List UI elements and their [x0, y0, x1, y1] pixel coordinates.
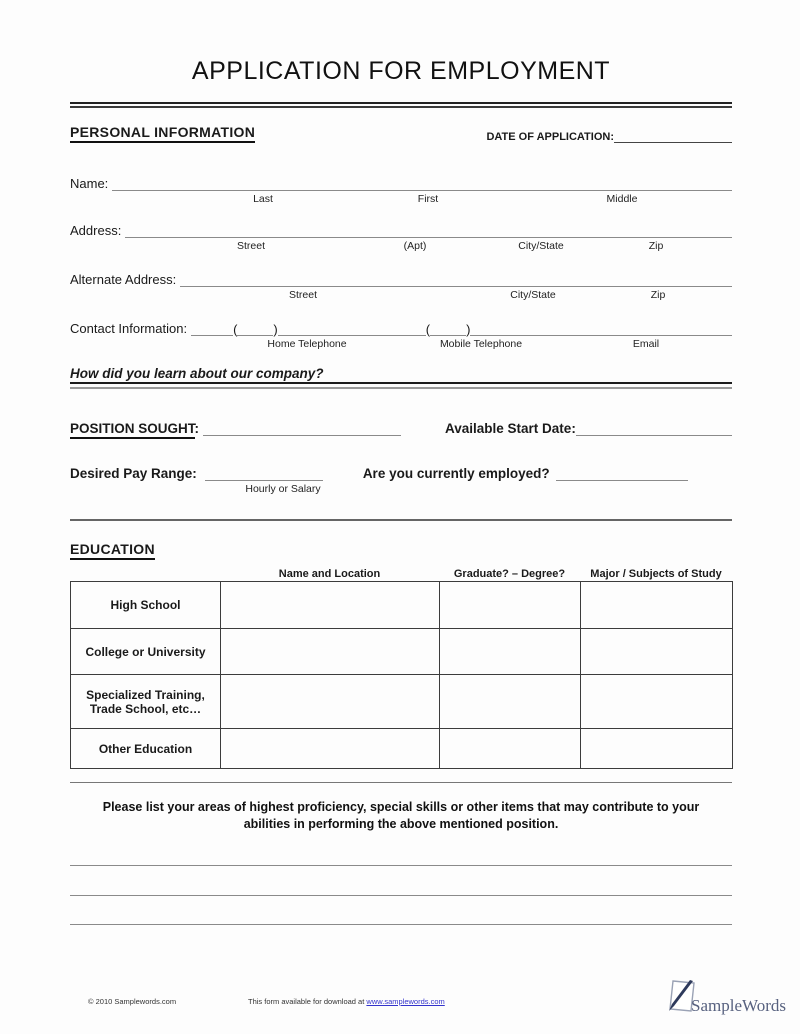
education-cell-input[interactable]	[221, 729, 440, 769]
position-sought-label: POSITION SOUGHT	[70, 421, 195, 439]
education-cell-input[interactable]	[440, 729, 581, 769]
address-sublabels	[70, 240, 732, 254]
start-date-label: Available Start Date:	[445, 421, 576, 436]
download-text-prefix: This form available for download at	[248, 997, 367, 1006]
pay-range-sublabel: Hourly or Salary	[245, 483, 321, 495]
date-of-application-label: DATE OF APPLICATION:	[486, 131, 614, 143]
page-title: APPLICATION FOR EMPLOYMENT	[191, 57, 611, 85]
column-header-graduate-degree: Graduate? – Degree?	[453, 568, 566, 580]
home-area-code-field[interactable]	[237, 323, 273, 336]
skills-instruction: Please list your areas of highest proficiency, special skills or other items that may contribute to your abilities in performing the above mentioned position.	[102, 800, 700, 831]
pay-range-field[interactable]	[205, 468, 323, 481]
address-sublabel-zip: Zip	[648, 240, 664, 252]
education-column-headers	[70, 568, 732, 580]
education-cell-input[interactable]	[221, 582, 440, 629]
table-row	[71, 675, 733, 729]
skills-line-1[interactable]	[70, 865, 732, 866]
position-section-divider	[70, 519, 732, 521]
alt-address-sublabel-zip: Zip	[650, 289, 666, 301]
education-row-label-other-education: Other Education	[71, 729, 221, 769]
education-cell-input[interactable]	[581, 729, 733, 769]
education-cell-input[interactable]	[221, 629, 440, 675]
skills-line-2[interactable]	[70, 895, 732, 896]
section-heading-personal: PERSONAL INFORMATION	[70, 124, 255, 143]
column-header-major-subjects: Major / Subjects of Study	[590, 568, 722, 580]
address-field[interactable]	[125, 225, 732, 238]
home-phone-field[interactable]	[278, 323, 426, 336]
alt-address-sublabel-street: Street	[288, 289, 318, 301]
education-cell-input[interactable]	[581, 675, 733, 729]
contact-sublabels	[70, 338, 732, 352]
name-label: Name:	[70, 176, 109, 191]
education-cell-input[interactable]	[440, 629, 581, 675]
skills-line-3[interactable]	[70, 924, 732, 925]
mobile-paren-close: )	[466, 322, 471, 337]
logo-text: SampleWords	[691, 996, 786, 1015]
page-footer	[0, 974, 800, 1024]
name-sublabel-middle: Middle	[606, 193, 638, 205]
alternate-address-sublabels	[70, 289, 732, 303]
home-paren-open: (	[233, 322, 238, 337]
pay-range-label: Desired Pay Range:	[70, 466, 197, 481]
education-row-label-specialized-training: Specialized Training, Trade School, etc…	[71, 675, 221, 729]
mobile-email-field[interactable]	[470, 323, 732, 336]
title-divider	[70, 102, 732, 108]
employed-field[interactable]	[556, 468, 688, 481]
home-paren-close: )	[273, 322, 278, 337]
education-cell-input[interactable]	[440, 582, 581, 629]
education-cell-input[interactable]	[440, 675, 581, 729]
address-sublabel-street: Street	[236, 240, 266, 252]
section-heading-education: EDUCATION	[70, 541, 155, 560]
table-row	[71, 629, 733, 675]
name-sublabels	[70, 193, 732, 207]
download-link[interactable]: www.samplewords.com	[366, 997, 445, 1006]
alternate-address-field[interactable]	[180, 274, 732, 287]
copyright-text: © 2010 Samplewords.com	[88, 997, 177, 1006]
mobile-area-code-field[interactable]	[430, 323, 466, 336]
address-sublabel-city-state: City/State	[518, 240, 564, 252]
education-row-label-high-school: High School	[71, 582, 221, 629]
name-sublabel-last: Last	[253, 193, 273, 205]
address-label: Address:	[70, 223, 122, 238]
name-sublabel-first: First	[417, 193, 439, 205]
table-row	[71, 582, 733, 629]
education-cell-input[interactable]	[221, 675, 440, 729]
contact-information-label: Contact Information:	[70, 321, 188, 336]
education-row-label-college: College or University	[71, 629, 221, 675]
education-section-divider	[70, 782, 732, 783]
position-sought-colon: :	[194, 421, 200, 436]
start-date-field[interactable]	[576, 423, 732, 436]
contact-sublabel-email: Email	[632, 338, 660, 350]
column-header-name-location: Name and Location	[278, 568, 381, 580]
mobile-paren-open: (	[425, 322, 431, 337]
personal-section-divider	[70, 387, 732, 389]
education-cell-input[interactable]	[581, 629, 733, 675]
contact-sublabel-mobile-telephone: Mobile Telephone	[439, 338, 523, 350]
education-table	[70, 581, 733, 769]
name-field[interactable]	[112, 178, 732, 191]
alt-address-sublabel-city-state: City/State	[510, 289, 556, 301]
address-sublabel-apt: (Apt)	[403, 240, 427, 252]
employed-label: Are you currently employed?	[362, 466, 550, 481]
table-row	[71, 729, 733, 769]
contact-sublabel-home-telephone: Home Telephone	[267, 338, 347, 350]
samplewords-logo	[663, 978, 786, 1016]
contact-prefix-field[interactable]	[191, 323, 233, 336]
download-text	[248, 997, 445, 1006]
alternate-address-label: Alternate Address:	[70, 272, 177, 287]
referral-question: How did you learn about our company?	[70, 366, 324, 381]
date-of-application-field[interactable]	[614, 131, 732, 143]
education-cell-input[interactable]	[581, 582, 733, 629]
position-sought-field[interactable]	[203, 423, 401, 436]
